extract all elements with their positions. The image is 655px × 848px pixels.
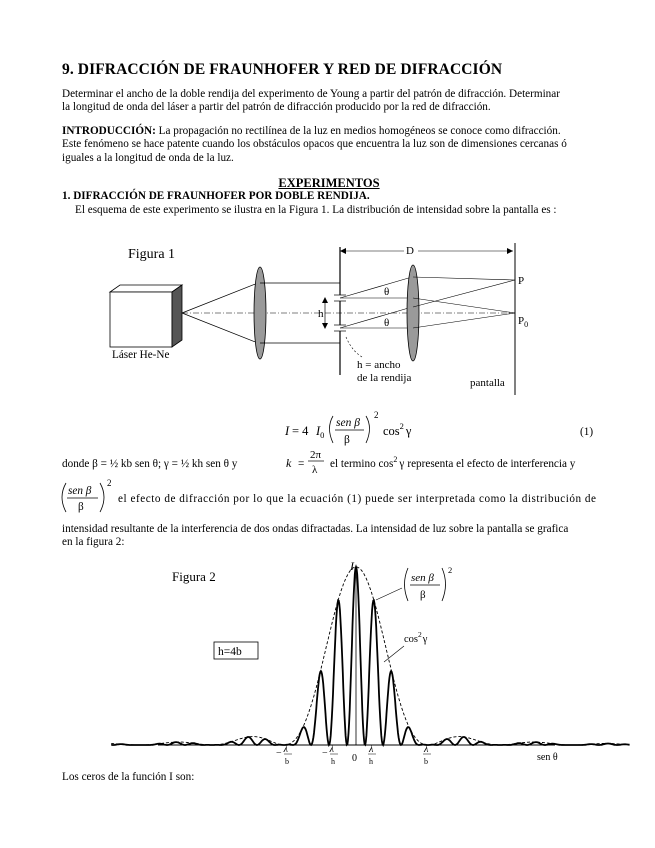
laser-box bbox=[110, 285, 182, 347]
frac-den: β bbox=[78, 501, 84, 513]
beam-ray bbox=[182, 283, 258, 313]
screen-label: pantalla bbox=[470, 377, 505, 389]
slit-pointer bbox=[346, 337, 362, 357]
envelope-pointer bbox=[376, 588, 402, 600]
h-4b-label: h=4b bbox=[218, 646, 242, 658]
tick-den: b bbox=[285, 757, 289, 766]
tick-lambda-b: λ bbox=[424, 744, 429, 755]
i-axis-label: I bbox=[350, 559, 354, 573]
p-label: P bbox=[518, 275, 525, 287]
ray bbox=[413, 280, 515, 307]
laser-label: Láser He-Ne bbox=[112, 349, 170, 361]
paren bbox=[405, 568, 409, 601]
eq-equals: = 4 bbox=[292, 424, 309, 438]
lens-2 bbox=[407, 265, 419, 361]
frac-exp: 2 bbox=[107, 478, 112, 488]
beam-ray bbox=[182, 313, 258, 343]
intro-line bbox=[62, 125, 596, 138]
eq-den: β bbox=[344, 434, 350, 446]
intro-text: La propagación no rectilínea de la luz en medios homogéneos se conoce como difracción. bbox=[158, 125, 561, 137]
arrow-head bbox=[507, 248, 513, 254]
paren bbox=[62, 483, 66, 512]
p0-label: $P_0$ bbox=[518, 315, 529, 329]
page-title: 9. DIFRACCIÓN DE FRAUNHOFER Y RED DE DIFRACCIÓN bbox=[62, 61, 503, 78]
frac-text: el efecto de difracción por lo que la ecuación (1) puede ser interpretada como la distribución de bbox=[118, 493, 596, 505]
intro-line: iguales a la longitud de onda de la luz. bbox=[62, 151, 234, 164]
d-label: D bbox=[406, 245, 414, 257]
tick-den: b bbox=[424, 757, 428, 766]
x-ticks bbox=[276, 744, 431, 766]
slit-note: de la rendija bbox=[357, 372, 412, 384]
paren bbox=[100, 483, 104, 512]
ray bbox=[413, 313, 515, 328]
experiments-heading: EXPERIMENTOS bbox=[278, 176, 380, 190]
zeros-line: Los ceros de la función I son: bbox=[62, 771, 195, 783]
env-exp: 2 bbox=[448, 565, 453, 575]
intro-label: INTRODUCCIÓN: bbox=[62, 125, 156, 137]
objective-line: la longitud de onda del láser a partir del patrón de difracción producido por la red de difracción. bbox=[62, 101, 491, 114]
tick-minus-lambda-h: − λ bbox=[322, 744, 334, 759]
where-text: donde β = ½ kb sen θ; γ = ½ kh sen θ y bbox=[62, 458, 238, 470]
eq-lhs: I bbox=[285, 424, 290, 438]
figure2-label: Figura 2 bbox=[172, 569, 216, 584]
tick-den: h bbox=[369, 757, 373, 766]
arrow-head bbox=[322, 323, 328, 329]
paren bbox=[330, 416, 334, 443]
ray bbox=[340, 307, 412, 328]
theta-label: θ bbox=[384, 286, 390, 298]
x-axis-label: sen θ bbox=[537, 752, 558, 763]
intensity-curve bbox=[111, 567, 629, 745]
ray bbox=[413, 277, 515, 280]
where-num: 2π bbox=[310, 449, 322, 461]
where-k: k bbox=[286, 456, 292, 470]
objective-paragraph bbox=[62, 88, 596, 115]
fraction-line bbox=[0, 477, 655, 521]
figure-2 bbox=[0, 556, 655, 771]
where-text: el termino $\cos^2 \gamma$ representa el efecto de interferencia y bbox=[330, 455, 576, 470]
paren bbox=[366, 416, 370, 443]
tick-lambda-h: λ bbox=[369, 744, 374, 755]
env-den: β bbox=[420, 589, 426, 601]
figure-1 bbox=[0, 225, 655, 405]
where-den: λ bbox=[312, 464, 318, 476]
objective-line: Determinar el ancho de la doble rendija del experimento de Young a partir del patrón de difracción. Determinar bbox=[62, 88, 560, 100]
slit-note: h = ancho bbox=[357, 359, 401, 371]
env-num: sen β bbox=[411, 572, 434, 584]
theta-label: θ bbox=[384, 317, 390, 329]
arrow-head bbox=[322, 297, 328, 303]
ray bbox=[413, 298, 515, 313]
where-line bbox=[0, 447, 655, 477]
eq-cos: $\cos^2 \gamma$ bbox=[383, 421, 412, 438]
tick-minus-lambda-b: − λ bbox=[276, 744, 288, 759]
intro-paragraph bbox=[62, 125, 596, 165]
paren bbox=[442, 568, 446, 601]
result-line: intensidad resultante de la interferencia de dos ondas difractadas. La intensidad de luz sobre la pantalla se grafica bbox=[62, 523, 569, 535]
eq-number: (1) bbox=[580, 426, 594, 438]
cos-pointer bbox=[384, 646, 404, 662]
section-heading: 1. DIFRACCIÓN DE FRAUNHOFER POR DOBLE RENDIJA. bbox=[62, 190, 370, 202]
frac-num: sen β bbox=[68, 485, 92, 497]
eq-num: sen β bbox=[336, 417, 360, 429]
cos-label: $\cos^2\gamma$ bbox=[404, 630, 428, 645]
ray bbox=[340, 277, 412, 298]
where-eq: = bbox=[298, 458, 305, 470]
double-slit bbox=[334, 247, 346, 375]
arrow-head bbox=[340, 248, 346, 254]
tick-zero: 0 bbox=[352, 753, 357, 764]
eq-I0: $I_0$ bbox=[316, 424, 325, 440]
figure1-label: Figura 1 bbox=[128, 247, 176, 262]
result-paragraph bbox=[62, 523, 596, 550]
section-intro: El esquema de este experimento se ilustra en la Figura 1. La distribución de intensidad sobre la pantalla es : bbox=[75, 204, 557, 216]
lens-1 bbox=[254, 267, 266, 359]
eq-exp: 2 bbox=[374, 410, 379, 420]
tick-den: h bbox=[331, 757, 335, 766]
intro-line: Este fenómeno se hace patente cuando los obstáculos opacos que encuentra la luz son de dimensiones cercanas ó bbox=[62, 138, 567, 151]
result-line: en la figura 2: bbox=[62, 536, 125, 549]
h-label: h bbox=[318, 308, 324, 320]
